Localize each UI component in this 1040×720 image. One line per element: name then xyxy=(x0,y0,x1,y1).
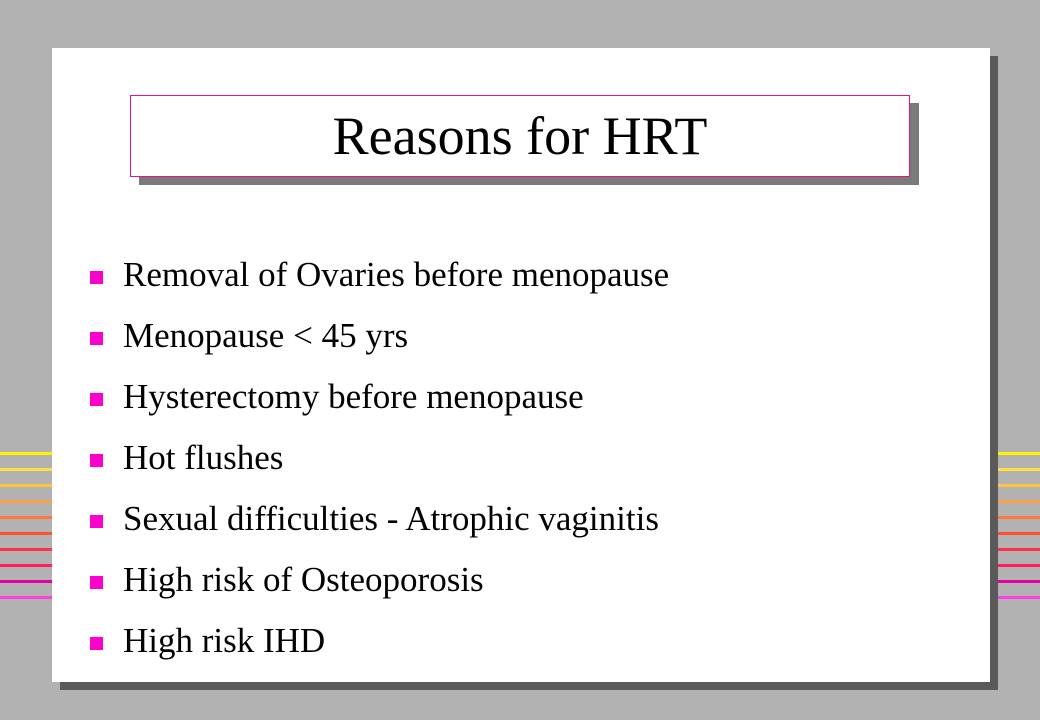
title-box xyxy=(130,95,910,177)
list-item xyxy=(90,366,669,427)
list-item xyxy=(90,549,669,610)
bullet-text: Hysterectomy before menopause xyxy=(123,376,584,416)
bullet-square-icon xyxy=(90,515,103,528)
stripe-line xyxy=(0,500,60,503)
bullet-text: High risk IHD xyxy=(123,620,326,660)
list-item xyxy=(90,427,669,488)
list-item xyxy=(90,244,669,305)
bullet-text: High risk of Osteoporosis xyxy=(123,559,484,599)
stripe-line xyxy=(0,564,60,567)
list-item xyxy=(90,610,669,671)
bullet-text: Removal of Ovaries before menopause xyxy=(123,254,670,294)
stripe-line xyxy=(0,452,60,455)
page-title: Reasons for HRT xyxy=(332,106,708,166)
bullet-square-icon xyxy=(90,271,103,284)
decorative-stripes-left xyxy=(0,448,60,618)
bullet-square-icon xyxy=(90,393,103,406)
stripe-line xyxy=(0,548,60,551)
bullet-square-icon xyxy=(90,576,103,589)
stripe-line xyxy=(0,596,60,599)
bullet-list xyxy=(90,244,669,671)
list-item xyxy=(90,305,669,366)
stripe-line xyxy=(0,468,60,471)
bullet-square-icon xyxy=(90,332,103,345)
list-item xyxy=(90,488,669,549)
stripe-line xyxy=(0,516,60,519)
stripe-line xyxy=(0,580,60,583)
bullet-square-icon xyxy=(90,637,103,650)
stripe-line xyxy=(0,532,60,535)
stripe-line xyxy=(0,484,60,487)
bullet-text: Menopause < 45 yrs xyxy=(123,315,409,355)
bullet-square-icon xyxy=(90,454,103,467)
bullet-text: Sexual difficulties - Atrophic vaginitis xyxy=(123,498,659,538)
bullet-text: Hot flushes xyxy=(123,437,284,477)
